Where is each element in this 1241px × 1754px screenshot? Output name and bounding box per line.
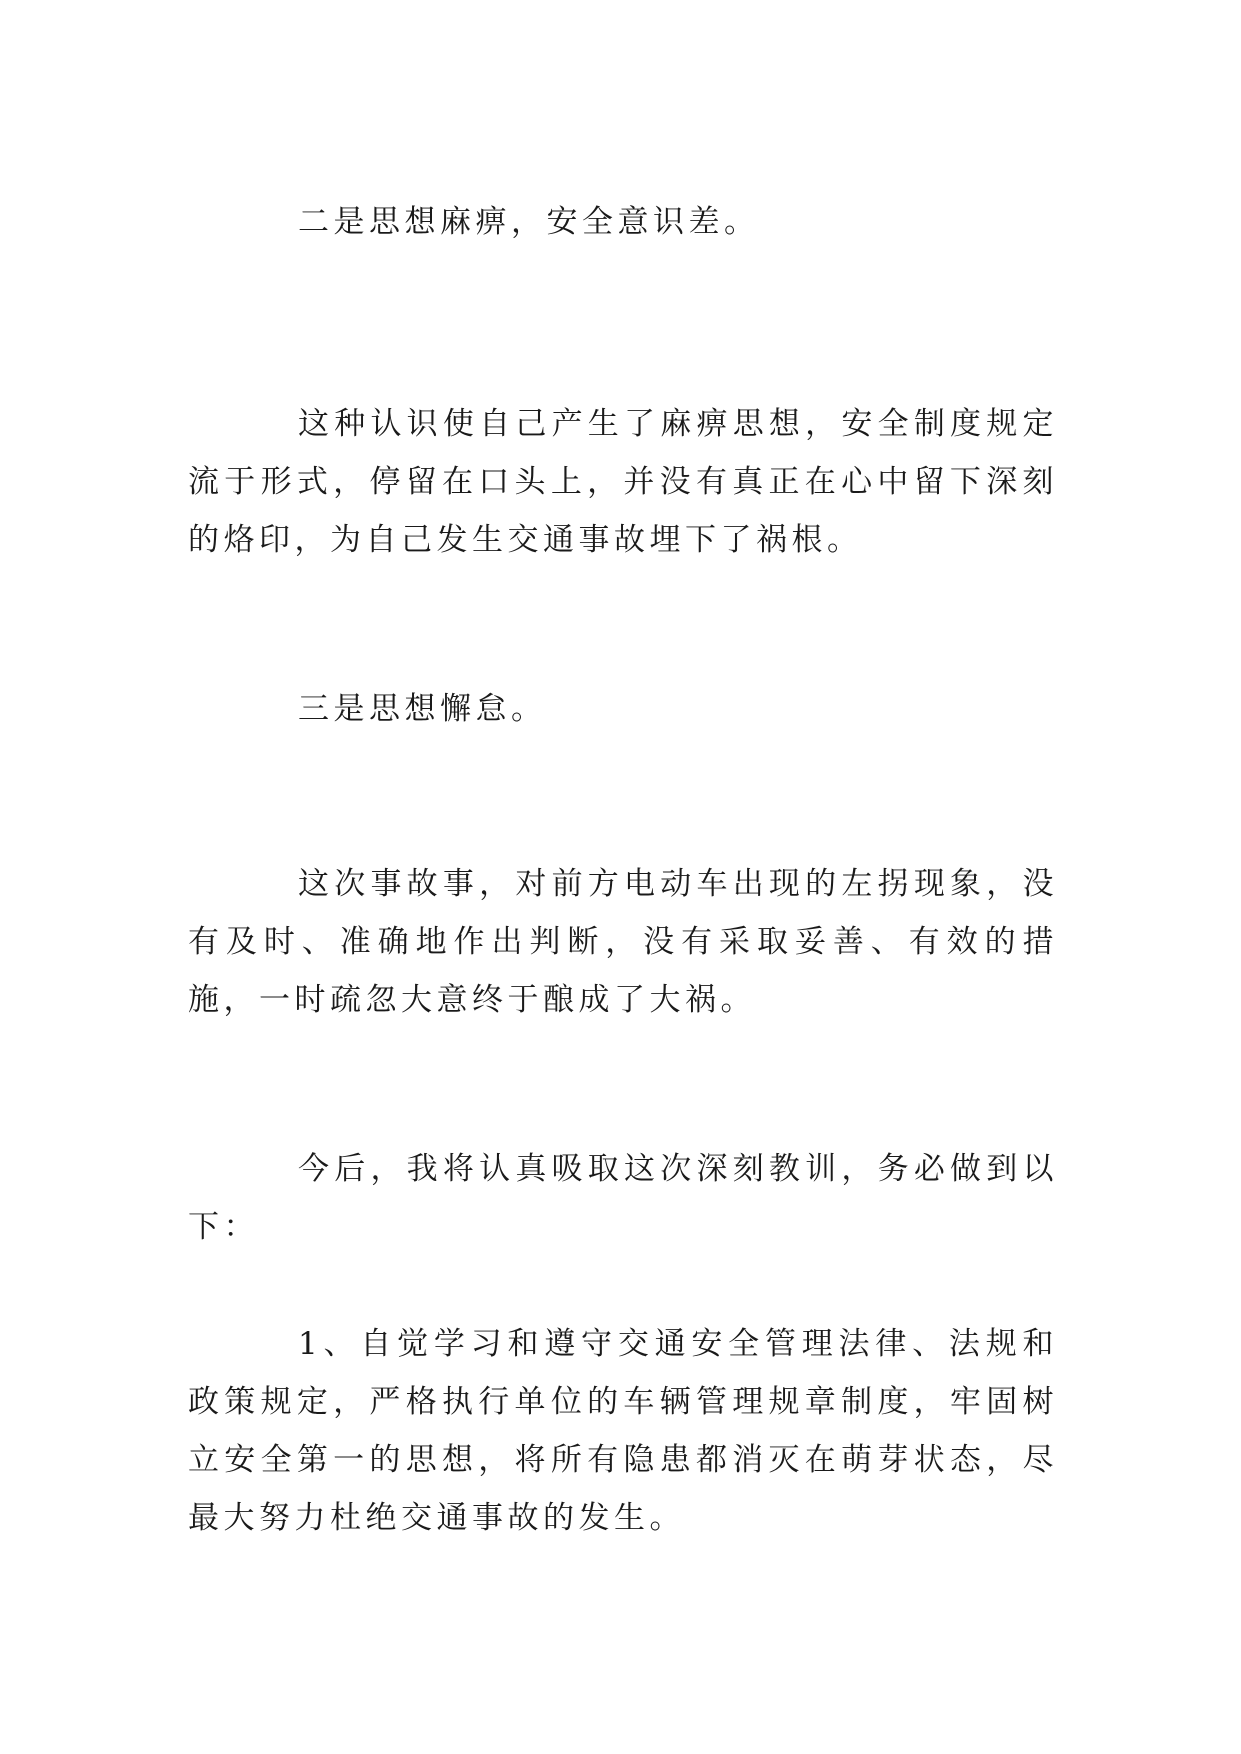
paragraph-3: 三是思想懈怠。: [298, 691, 547, 727]
paragraph-4: 这次事故事，对前方电动车出现的左拐现象，没有及时、准确地作出判断，没有采取妥善、有效的措施，一时疏忽大意终于酿成了大祸。: [188, 866, 1058, 1018]
paragraph-5: 今后，我将认真吸取这次深刻教训，务必做到以下：: [188, 1151, 1058, 1245]
paragraph-6: 1、自觉学习和遵守交通安全管理法律、法规和政策规定，严格执行单位的车辆管理规章制度，牢固树立安全第一的思想，将所有隐患都消灭在萌芽状态，尽最大努力杜绝交通事故的发生。: [188, 1326, 1058, 1536]
paragraph-2: 这种认识使自己产生了麻痹思想，安全制度规定流于形式，停留在口头上，并没有真正在心中留下深刻的烙印，为自己发生交通事故埋下了祸根。: [188, 406, 1058, 558]
paragraph-1: 二是思想麻痹，安全意识差。: [298, 204, 760, 240]
